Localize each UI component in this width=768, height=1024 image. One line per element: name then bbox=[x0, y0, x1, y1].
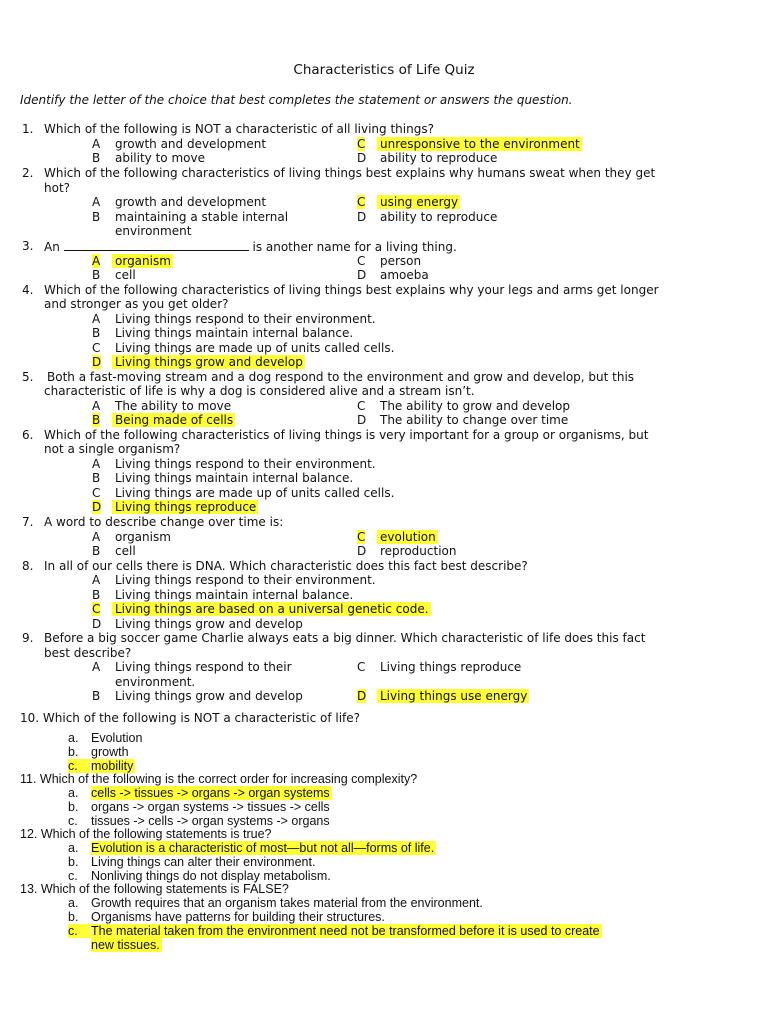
choice-letter-correct: c. bbox=[68, 924, 90, 938]
choice-letter: C bbox=[92, 486, 101, 500]
question-number: 9. bbox=[22, 631, 34, 645]
choice-letter: C bbox=[357, 254, 366, 268]
choice-text: ability to reproduce bbox=[380, 210, 498, 224]
choice-letter-correct: D bbox=[357, 689, 367, 703]
question-text: Which of the following characteristics of living things is very important for a group or organisms, but bbox=[44, 428, 649, 442]
choice-letter: B bbox=[92, 326, 101, 340]
choice-letter: A bbox=[92, 457, 101, 471]
choice-letter: D bbox=[357, 210, 367, 224]
choice-letter: A bbox=[92, 573, 101, 587]
choice-text: Living things are made up of units called cells. bbox=[115, 486, 395, 500]
question-text bbox=[44, 239, 457, 254]
answer-blank bbox=[64, 239, 249, 251]
question-text: In all of our cells there is DNA. Which characteristic does this fact best describe? bbox=[44, 559, 528, 573]
choice-letter: B bbox=[92, 588, 101, 602]
choice-letter: b. bbox=[68, 910, 79, 924]
choice-letter: A bbox=[92, 137, 101, 151]
choice-letter: B bbox=[92, 544, 101, 558]
choice-text: organism bbox=[115, 530, 171, 544]
question-text: Which of the following characteristics of living things best explains why your legs and arms get longer bbox=[44, 283, 659, 297]
choice-text: Living things maintain internal balance. bbox=[115, 471, 354, 485]
choice-text: Living things respond to their environment. bbox=[115, 457, 376, 471]
choice-letter: A bbox=[92, 530, 101, 544]
question-text: A word to describe change over time is: bbox=[44, 515, 284, 529]
choice-letter: a. bbox=[68, 896, 79, 910]
choice-text: tissues -> cells -> organ systems -> organs bbox=[91, 814, 330, 828]
choice-letter: C bbox=[92, 341, 101, 355]
choice-text: reproduction bbox=[380, 544, 457, 558]
question-text: Which of the following characteristics of living things best explains why humans sweat when they get bbox=[44, 166, 656, 180]
choice-letter-correct: A bbox=[92, 254, 101, 268]
choice-text: growth and development bbox=[115, 137, 267, 151]
choice-letter: A bbox=[92, 195, 101, 209]
choice-text: Living things maintain internal balance. bbox=[115, 326, 354, 340]
choice-letter: a. bbox=[68, 786, 79, 800]
choice-text-correct: unresponsive to the environment bbox=[377, 137, 582, 151]
choice-text: Living things reproduce bbox=[380, 660, 522, 674]
choice-letter: B bbox=[92, 268, 101, 282]
question-text: 13. Which of the following statements is FALSE? bbox=[20, 882, 289, 896]
choice-text-correct: cells -> tissues -> organs -> organ systems bbox=[91, 786, 330, 800]
choice-letter: B bbox=[92, 151, 101, 165]
choice-text: cell bbox=[115, 544, 136, 558]
choice-text: Living things grow and develop bbox=[115, 689, 303, 703]
choice-text: The ability to grow and develop bbox=[380, 399, 571, 413]
choice-text-correct: new tissues. bbox=[91, 938, 160, 952]
choice-letter: a. bbox=[68, 841, 79, 855]
question-text: Which of the following is NOT a characteristic of all living things? bbox=[44, 122, 434, 136]
choice-text: Organisms have patterns for building their structures. bbox=[91, 910, 385, 924]
choice-text: Growth requires that an organism takes material from the environment. bbox=[91, 896, 483, 910]
choice-text: ability to reproduce bbox=[380, 151, 498, 165]
choice-letter: A bbox=[92, 399, 101, 413]
choice-text: Living things grow and develop bbox=[115, 617, 303, 631]
question-number: 1. bbox=[22, 122, 34, 136]
choice-text: Evolution bbox=[91, 731, 143, 745]
choice-text: Living things respond to their bbox=[115, 660, 292, 674]
choice-letter: D bbox=[357, 413, 367, 427]
question-text: 10. Which of the following is NOT a characteristic of life? bbox=[20, 711, 361, 725]
choice-text: person bbox=[380, 254, 422, 268]
choice-text: amoeba bbox=[380, 268, 429, 282]
choice-letter-correct: C bbox=[357, 195, 366, 209]
choice-letter: A bbox=[92, 312, 101, 326]
question-number: 6. bbox=[22, 428, 34, 442]
choice-text-correct: Living things reproduce bbox=[112, 500, 258, 514]
choice-letter: c. bbox=[68, 814, 78, 828]
choice-text: Nonliving things do not display metabolism. bbox=[91, 869, 331, 883]
choice-letter: c. bbox=[68, 869, 78, 883]
question-number: 2. bbox=[22, 166, 34, 180]
choice-letter: D bbox=[92, 617, 102, 631]
choice-letter: C bbox=[357, 399, 366, 413]
choice-letter-correct: c. bbox=[68, 759, 90, 773]
question-text: characteristic of life is why a dog is considered alive and a stream isn’t. bbox=[44, 384, 475, 398]
choice-text-correct: mobility bbox=[91, 759, 134, 773]
choice-letter: C bbox=[357, 660, 366, 674]
choice-text-correct: Evolution is a characteristic of most—but not all—forms of life. bbox=[91, 841, 435, 855]
question-text-post: is another name for a living thing. bbox=[252, 240, 457, 254]
question-text: Both a fast-moving stream and a dog respond to the environment and grow and develop, but this bbox=[47, 370, 635, 384]
choice-text-correct: evolution bbox=[377, 530, 438, 544]
choice-letter: D bbox=[357, 268, 367, 282]
question-text: 12. Which of the following statements is true? bbox=[20, 827, 272, 841]
choice-text-correct: The material taken from the environment need not be transformed before it is used to create bbox=[91, 924, 600, 938]
choice-text-correct: Living things grow and develop bbox=[112, 355, 305, 369]
choice-text-correct: Living things are based on a universal genetic code. bbox=[112, 602, 431, 616]
question-number: 4. bbox=[22, 283, 34, 297]
choice-letter: B bbox=[92, 471, 101, 485]
choice-letter-correct: C bbox=[92, 602, 101, 616]
choice-text-correct: using energy bbox=[377, 195, 460, 209]
choice-letter: B bbox=[92, 210, 101, 224]
choice-letter: B bbox=[92, 689, 101, 703]
question-text: hot? bbox=[44, 181, 71, 195]
question-text-pre: An bbox=[44, 240, 60, 254]
choice-text-correct: Being made of cells bbox=[112, 413, 235, 427]
choice-text-correct: Living things use energy bbox=[377, 689, 529, 703]
choice-letter-correct: C bbox=[357, 137, 366, 151]
question-number: 3. bbox=[22, 239, 34, 253]
question-text: Before a big soccer game Charlie always eats a big dinner. Which characteristic of life does this fact bbox=[44, 631, 646, 645]
choice-text: The ability to change over time bbox=[380, 413, 569, 427]
question-number: 5. bbox=[22, 370, 34, 384]
choice-letter-correct: C bbox=[357, 530, 366, 544]
instructions: Identify the letter of the choice that best completes the statement or answers the question. bbox=[20, 93, 573, 107]
question-text: best describe? bbox=[44, 646, 132, 660]
choice-text: Living things maintain internal balance. bbox=[115, 588, 354, 602]
choice-text: organs -> organ systems -> tissues -> cells bbox=[91, 800, 330, 814]
page-title: Characteristics of Life Quiz bbox=[293, 62, 475, 78]
choice-text: Living things are made up of units called cells. bbox=[115, 341, 395, 355]
choice-text: growth bbox=[91, 745, 129, 759]
choice-text: growth and development bbox=[115, 195, 267, 209]
choice-letter: D bbox=[357, 544, 367, 558]
question-text: and stronger as you get older? bbox=[44, 297, 229, 311]
choice-letter: D bbox=[357, 151, 367, 165]
choice-text: environment bbox=[115, 224, 192, 238]
choice-text: environment. bbox=[115, 675, 196, 689]
choice-letter: b. bbox=[68, 855, 79, 869]
choice-letter: b. bbox=[68, 745, 79, 759]
choice-letter-correct: D bbox=[92, 355, 102, 369]
choice-text: Living things respond to their environment. bbox=[115, 573, 376, 587]
choice-text: The ability to move bbox=[115, 399, 232, 413]
choice-text: ability to move bbox=[115, 151, 205, 165]
question-text: not a single organism? bbox=[44, 442, 181, 456]
question-number: 8. bbox=[22, 559, 34, 573]
choice-text: Living things respond to their environment. bbox=[115, 312, 376, 326]
choice-letter-correct: D bbox=[92, 500, 102, 514]
choice-text-correct: organism bbox=[112, 254, 173, 268]
choice-text: cell bbox=[115, 268, 136, 282]
choice-text: maintaining a stable internal bbox=[115, 210, 289, 224]
choice-text: Living things can alter their environment. bbox=[91, 855, 316, 869]
choice-letter: b. bbox=[68, 800, 79, 814]
choice-letter-correct: B bbox=[92, 413, 101, 427]
question-text: 11. Which of the following is the correct order for increasing complexity? bbox=[20, 772, 418, 786]
choice-letter: a. bbox=[68, 731, 79, 745]
question-number: 7. bbox=[22, 515, 34, 529]
choice-letter: A bbox=[92, 660, 101, 674]
